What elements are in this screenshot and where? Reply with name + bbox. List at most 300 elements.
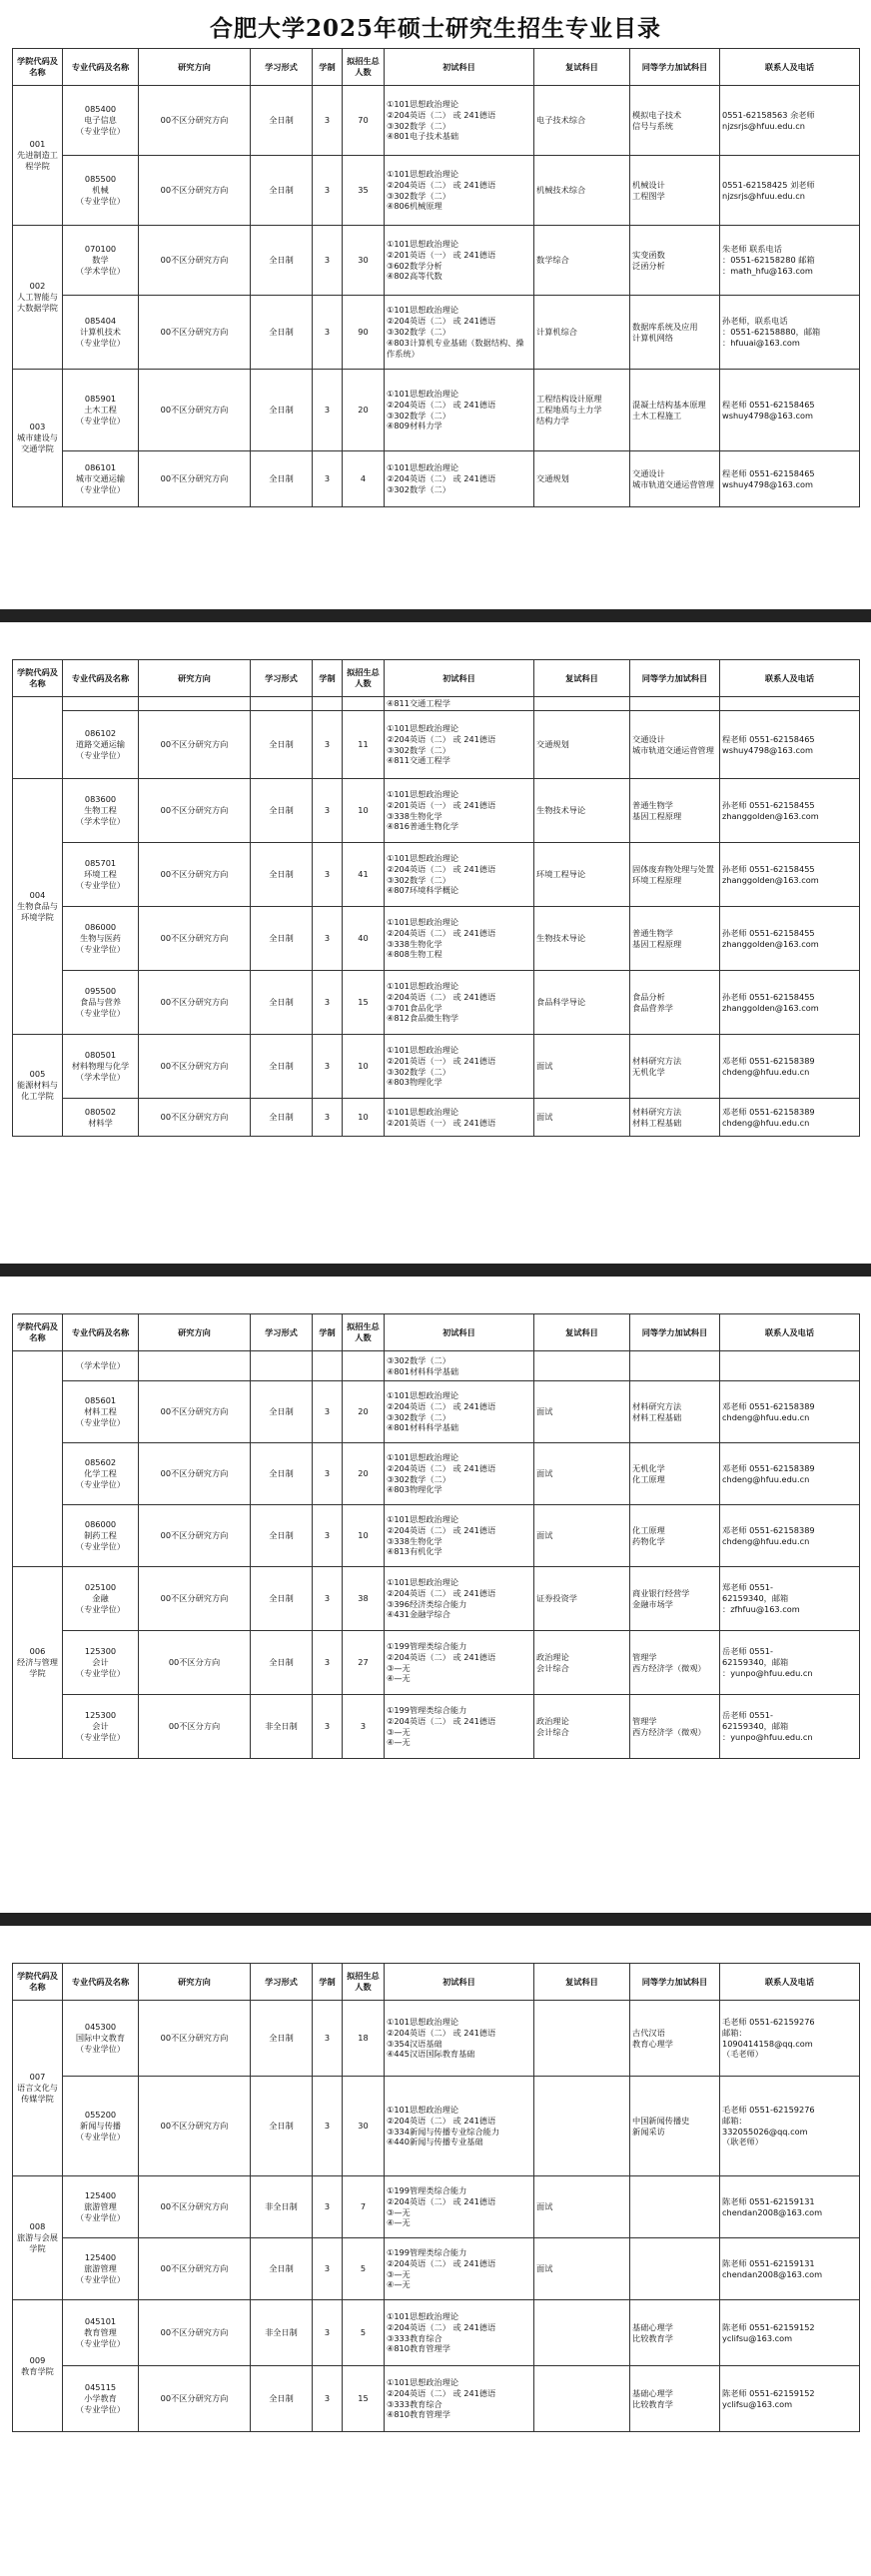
college-cell: 008 旅游与会展学院 <box>13 2176 63 2300</box>
header-row <box>13 49 860 86</box>
exam-subjects-cell <box>385 370 534 451</box>
enrollment-cell: 3 <box>343 1695 385 1759</box>
direction-cell: 00不区分研究方向 <box>139 2238 251 2300</box>
major-cell: 080502 材料学 <box>63 1099 139 1137</box>
column-header: 专业代码及名称 <box>63 1964 139 2001</box>
major-cell: 095500 食品与营养 （专业学位） <box>63 971 139 1035</box>
exam-subject: ①101思想政治理论 <box>387 168 459 179</box>
exam-subject: ②204英语（二） 或 241德语 <box>387 473 496 484</box>
table-row <box>13 907 860 971</box>
exam-subject: ③396经济类综合能力 <box>387 1598 467 1609</box>
direction-cell: 00不区分研究方向 <box>139 2001 251 2077</box>
retest-cell: 计算机综合 <box>534 296 630 370</box>
duration-cell: 3 <box>313 2077 343 2176</box>
enrollment-cell: 18 <box>343 2001 385 2077</box>
exam-subject: ①101思想政治理论 <box>387 2310 459 2321</box>
exam-subject: ③338生物化学 <box>387 938 442 949</box>
study-mode-cell: 非全日制 <box>251 1695 313 1759</box>
major-cell: 085701 环境工程 （专业学位） <box>63 843 139 907</box>
exam-subject: ①101思想政治理论 <box>387 1389 459 1400</box>
duration-cell: 3 <box>313 1443 343 1505</box>
table-row <box>13 156 860 226</box>
exam-subjects-cell <box>385 1351 534 1381</box>
direction-cell: 00不区分研究方向 <box>139 843 251 907</box>
exam-subject: ③338生物化学 <box>387 1535 442 1546</box>
contact-cell: 程老师 0551-62158465 wshuy4798@163.com <box>720 370 860 451</box>
exam-subjects-cell <box>385 2077 534 2176</box>
extra-exam-cell: 商业银行经营学 金融市场学 <box>630 1567 720 1631</box>
exam-subject: ④803计算机专业基础（数据结构、操作系统） <box>387 337 524 359</box>
exam-subject: ④802高等代数 <box>387 271 442 282</box>
extra-exam-cell: 机械设计 工程图学 <box>630 156 720 226</box>
study-mode-cell: 非全日制 <box>251 2300 313 2366</box>
contact-cell: 孙老师，联系电话 ：0551-62158880，邮箱 ：hfuuai@163.com <box>720 296 860 370</box>
retest-cell: 面试 <box>534 2176 630 2238</box>
major-cell: 125400 旅游管理 （专业学位） <box>63 2176 139 2238</box>
exam-subjects-cell <box>385 2300 534 2366</box>
exam-subject: ②204英语（二） 或 241德语 <box>387 2195 496 2206</box>
exam-subject: ①199管理类综合能力 <box>387 1640 467 1651</box>
extra-exam-cell: 交通设计 城市轨道交通运营管理 <box>630 451 720 507</box>
retest-cell: 面试 <box>534 1505 630 1567</box>
contact-cell: 岳老师 0551- 62159340，邮箱 ：yunpo@hfuu.edu.cn <box>720 1695 860 1759</box>
exam-subject: ④445汉语国际教育基础 <box>387 2049 475 2060</box>
duration-cell: 3 <box>313 1567 343 1631</box>
retest-cell: 面试 <box>534 1035 630 1099</box>
exam-subject: ②204英语（二） 或 241德语 <box>387 991 496 1002</box>
direction-cell: 00不区分研究方向 <box>139 1443 251 1505</box>
direction-cell: 00不区分研究方向 <box>139 711 251 779</box>
exam-subject: ①101思想政治理论 <box>387 388 459 399</box>
major-cell: 125300 会计 （专业学位） <box>63 1631 139 1695</box>
column-header: 学制 <box>313 1964 343 2001</box>
duration-cell: 3 <box>313 1099 343 1137</box>
exam-subject: ③302数学（二） <box>387 744 450 755</box>
exam-subject: ②204英语（二） 或 241德语 <box>387 1715 496 1726</box>
exam-subjects-cell <box>385 1567 534 1631</box>
page-separator <box>0 609 871 622</box>
exam-subject: ②204英语（二） 或 241德语 <box>387 927 496 938</box>
contact-cell: 孙老师 0551-62158455 zhanggolden@163.com <box>720 907 860 971</box>
contact-cell: 邓老师 0551-62158389 chdeng@hfuu.edu.cn <box>720 1505 860 1567</box>
major-cell: 080501 材料物理与化学 （学术学位） <box>63 1035 139 1099</box>
exam-subject: ②204英语（二） 或 241德语 <box>387 2257 496 2268</box>
duration-cell: 3 <box>313 296 343 370</box>
exam-subject: ③302数学（二） <box>387 327 450 338</box>
column-header: 初试科目 <box>385 1314 534 1351</box>
study-mode-cell: 全日制 <box>251 451 313 507</box>
college-cell: 005 能源材料与化工学院 <box>13 1035 63 1137</box>
contact-cell: 郑老师 0551- 62159340，邮箱 ：zfhfuu@163.com <box>720 1567 860 1631</box>
enrollment-cell: 30 <box>343 226 385 296</box>
direction-cell <box>139 1351 251 1381</box>
column-header: 复试科目 <box>534 49 630 86</box>
exam-subjects-cell <box>385 779 534 843</box>
duration-cell: 3 <box>313 451 343 507</box>
exam-subject: ④440新闻与传播专业基础 <box>387 2137 483 2147</box>
study-mode-cell: 全日制 <box>251 779 313 843</box>
column-header: 初试科目 <box>385 49 534 86</box>
column-header: 学院代码及名称 <box>13 1964 63 2001</box>
study-mode-cell: 全日制 <box>251 2077 313 2176</box>
exam-subjects-cell <box>385 1695 534 1759</box>
exam-subjects-cell <box>385 296 534 370</box>
column-header: 研究方向 <box>139 1314 251 1351</box>
exam-subject: ②204英语（二） 或 241德语 <box>387 2387 496 2398</box>
major-cell: 045300 国际中文教育 （专业学位） <box>63 2001 139 2077</box>
column-header: 复试科目 <box>534 1314 630 1351</box>
exam-subject: ②204英语（二） 或 241德语 <box>387 1462 496 1473</box>
direction-cell: 00不区分方向 <box>139 1631 251 1695</box>
exam-subject: ④—无 <box>387 1737 411 1748</box>
enrollment-cell <box>343 1351 385 1381</box>
enrollment-cell: 20 <box>343 1381 385 1443</box>
major-cell: 085404 计算机技术 （专业学位） <box>63 296 139 370</box>
extra-exam-cell: 基础心理学 比较教育学 <box>630 2366 720 2432</box>
contact-cell: 朱老师 联系电话 ：0551-62158280 邮箱 ：math_hfu@163.com <box>720 226 860 296</box>
retest-cell: 面试 <box>534 1443 630 1505</box>
extra-exam-cell <box>630 2176 720 2238</box>
catalog-table <box>12 1963 860 2432</box>
contact-cell: 陈老师 0551-62159152 yclifsu@163.com <box>720 2300 860 2366</box>
direction-cell: 00不区分研究方向 <box>139 2300 251 2366</box>
exam-subject: ④808生物工程 <box>387 949 442 960</box>
study-mode-cell: 全日制 <box>251 1567 313 1631</box>
extra-exam-cell <box>630 1351 720 1381</box>
retest-cell: 生物技术导论 <box>534 907 630 971</box>
direction-cell: 00不区分研究方向 <box>139 296 251 370</box>
header-row <box>13 660 860 697</box>
study-mode-cell: 全日制 <box>251 2238 313 2300</box>
duration-cell: 3 <box>313 779 343 843</box>
enrollment-cell: 35 <box>343 156 385 226</box>
study-mode-cell: 全日制 <box>251 226 313 296</box>
extra-exam-cell <box>630 697 720 711</box>
table-row <box>13 2300 860 2366</box>
extra-exam-cell <box>630 2238 720 2300</box>
extra-exam-cell: 材料研究方法 无机化学 <box>630 1035 720 1099</box>
exam-subject: ④—无 <box>387 1673 411 1684</box>
exam-subject: ②201英语（一） 或 241德语 <box>387 1117 496 1128</box>
enrollment-cell: 41 <box>343 843 385 907</box>
column-header: 拟招生总人数 <box>343 660 385 697</box>
exam-subject: ①101思想政治理论 <box>387 2016 459 2027</box>
enrollment-cell: 20 <box>343 1443 385 1505</box>
column-header: 联系人及电话 <box>720 1314 860 1351</box>
exam-subjects-cell <box>385 711 534 779</box>
exam-subject: ③—无 <box>387 1662 411 1673</box>
extra-exam-cell: 普通生物学 基因工程原理 <box>630 907 720 971</box>
exam-subject: ①101思想政治理论 <box>387 852 459 863</box>
exam-subjects-cell <box>385 843 534 907</box>
contact-cell: 毛老师 0551-62159276 邮箱： 1090414158@qq.com （毛老师） <box>720 2001 860 2077</box>
major-cell: 085602 化学工程 （专业学位） <box>63 1443 139 1505</box>
exam-subject: ④—无 <box>387 2217 411 2228</box>
exam-subject: ③333教育综合 <box>387 2332 442 2343</box>
extra-exam-cell: 交通设计 城市轨道交通运营管理 <box>630 711 720 779</box>
study-mode-cell: 全日制 <box>251 86 313 156</box>
exam-subject: ①199管理类综合能力 <box>387 1704 467 1715</box>
enrollment-cell: 15 <box>343 2366 385 2432</box>
extra-exam-cell: 模拟电子技术 信号与系统 <box>630 86 720 156</box>
table-row <box>13 2176 860 2238</box>
major-cell: 086000 生物与医药 （专业学位） <box>63 907 139 971</box>
exam-subject: ①101思想政治理论 <box>387 1106 459 1117</box>
study-mode-cell: 全日制 <box>251 370 313 451</box>
retest-cell <box>534 2077 630 2176</box>
contact-cell <box>720 697 860 711</box>
exam-subject: ①101思想政治理论 <box>387 1576 459 1587</box>
college-cell: 004 生物食品与环境学院 <box>13 779 63 1035</box>
direction-cell: 00不区分研究方向 <box>139 971 251 1035</box>
header-row <box>13 1314 860 1351</box>
exam-subject: ①101思想政治理论 <box>387 305 459 316</box>
exam-subject: ①199管理类综合能力 <box>387 2184 467 2195</box>
table-row <box>13 1505 860 1567</box>
exam-subject: ④803物理化学 <box>387 1484 442 1495</box>
table-row <box>13 86 860 156</box>
duration-cell: 3 <box>313 2300 343 2366</box>
direction-cell: 00不区分研究方向 <box>139 1035 251 1099</box>
header-row <box>13 1964 860 2001</box>
exam-subject: ④807环境科学概论 <box>387 885 459 896</box>
major-cell: 085500 机械 （专业学位） <box>63 156 139 226</box>
college-cell: 002 人工智能与大数据学院 <box>13 226 63 370</box>
exam-subject: ④816普通生物化学 <box>387 821 459 832</box>
major-cell: 085601 材料工程 （专业学位） <box>63 1381 139 1443</box>
column-header: 同等学力加试科目 <box>630 1964 720 2001</box>
exam-subject: ③338生物化学 <box>387 810 442 821</box>
exam-subject: ④431金融学综合 <box>387 1609 450 1620</box>
contact-cell: 0551-62158425 刘老师 njzsrjs@hfuu.edu.cn <box>720 156 860 226</box>
college-cell <box>13 697 63 779</box>
column-header: 学制 <box>313 49 343 86</box>
duration-cell: 3 <box>313 1035 343 1099</box>
exam-subject: ②204英语（二） 或 241德语 <box>387 1400 496 1411</box>
column-header: 学制 <box>313 1314 343 1351</box>
extra-exam-cell: 材料研究方法 材料工程基础 <box>630 1381 720 1443</box>
exam-subject: ④806机械原理 <box>387 201 442 212</box>
retest-cell: 政治理论 会计综合 <box>534 1631 630 1695</box>
exam-subject: ②204英语（二） 或 241德语 <box>387 1524 496 1535</box>
duration-cell: 3 <box>313 2366 343 2432</box>
catalog-table <box>12 659 860 1137</box>
enrollment-cell: 15 <box>343 971 385 1035</box>
exam-subject: ③302数学（二） <box>387 190 450 201</box>
contact-cell: 孙老师 0551-62158455 zhanggolden@163.com <box>720 779 860 843</box>
retest-cell: 面试 <box>534 1099 630 1137</box>
exam-subject: ④813有机化学 <box>387 1546 442 1557</box>
exam-subject: ③354汉语基础 <box>387 2038 442 2049</box>
page-separator <box>0 1913 871 1926</box>
retest-cell: 环境工程导论 <box>534 843 630 907</box>
retest-cell <box>534 2366 630 2432</box>
major-cell: （学术学位） <box>63 1351 139 1381</box>
study-mode-cell: 全日制 <box>251 1631 313 1695</box>
exam-subject: ③302数学（二） <box>387 1354 450 1365</box>
extra-exam-cell: 基础心理学 比较教育学 <box>630 2300 720 2366</box>
exam-subject: ③302数学（二） <box>387 1066 450 1077</box>
column-header: 学习形式 <box>251 1964 313 2001</box>
column-header: 研究方向 <box>139 49 251 86</box>
catalog-table <box>12 48 860 507</box>
exam-subject: ①199管理类综合能力 <box>387 2246 467 2257</box>
study-mode-cell: 全日制 <box>251 296 313 370</box>
column-header: 学习形式 <box>251 49 313 86</box>
enrollment-cell: 11 <box>343 711 385 779</box>
major-cell: 125300 会计 （专业学位） <box>63 1695 139 1759</box>
column-header: 拟招生总人数 <box>343 1964 385 2001</box>
exam-subject: ③—无 <box>387 2206 411 2217</box>
exam-subject: ①101思想政治理论 <box>387 98 459 109</box>
column-header: 同等学力加试科目 <box>630 1314 720 1351</box>
exam-subject: ②204英语（二） 或 241德语 <box>387 2321 496 2332</box>
contact-cell: 孙老师 0551-62158455 zhanggolden@163.com <box>720 971 860 1035</box>
retest-cell: 工程结构设计原理 工程地质与土力学 结构力学 <box>534 370 630 451</box>
exam-subject: ④811交通工程学 <box>387 698 450 709</box>
exam-subject: ②204英语（二） 或 241德语 <box>387 179 496 190</box>
contact-cell: 孙老师 0551-62158455 zhanggolden@163.com <box>720 843 860 907</box>
retest-cell <box>534 697 630 711</box>
contact-cell: 程老师 0551-62158465 wshuy4798@163.com <box>720 711 860 779</box>
retest-cell <box>534 1351 630 1381</box>
direction-cell: 00不区分方向 <box>139 1695 251 1759</box>
study-mode-cell <box>251 1351 313 1381</box>
retest-cell <box>534 2001 630 2077</box>
retest-cell: 生物技术导论 <box>534 779 630 843</box>
column-header: 初试科目 <box>385 660 534 697</box>
column-header: 学习形式 <box>251 1314 313 1351</box>
exam-subjects-cell <box>385 2238 534 2300</box>
retest-cell <box>534 2300 630 2366</box>
exam-subject: ④—无 <box>387 2279 411 2290</box>
exam-subjects-cell <box>385 2176 534 2238</box>
exam-subject: ②204英语（二） 或 241德语 <box>387 2027 496 2038</box>
contact-cell: 程老师 0551-62158465 wshuy4798@163.com <box>720 451 860 507</box>
extra-exam-cell: 固体废弃物处理与处置 环境工程原理 <box>630 843 720 907</box>
major-cell: 086101 城市交通运输 （专业学位） <box>63 451 139 507</box>
catalog-page-3 <box>12 1313 859 1759</box>
table-row <box>13 296 860 370</box>
retest-cell: 食品科学导论 <box>534 971 630 1035</box>
exam-subjects-cell <box>385 2366 534 2432</box>
duration-cell: 3 <box>313 843 343 907</box>
exam-subject: ②204英语（二） 或 241德语 <box>387 1651 496 1662</box>
study-mode-cell: 全日制 <box>251 843 313 907</box>
retest-cell: 面试 <box>534 2238 630 2300</box>
duration-cell: 3 <box>313 156 343 226</box>
exam-subject: ②204英语（二） 或 241德语 <box>387 316 496 327</box>
table-row <box>13 843 860 907</box>
extra-exam-cell: 管理学 西方经济学（微观） <box>630 1695 720 1759</box>
extra-exam-cell: 普通生物学 基因工程原理 <box>630 779 720 843</box>
table-row <box>13 1443 860 1505</box>
exam-subject: ③302数学（二） <box>387 120 450 131</box>
enrollment-cell: 90 <box>343 296 385 370</box>
retest-cell: 证券投资学 <box>534 1567 630 1631</box>
exam-subjects-cell <box>385 451 534 507</box>
exam-subject: ②201英语（一） 或 241德语 <box>387 799 496 810</box>
contact-cell: 岳老师 0551- 62159340，邮箱 ：yunpo@hfuu.edu.cn <box>720 1631 860 1695</box>
enrollment-cell <box>343 697 385 711</box>
exam-subject: ③—无 <box>387 2268 411 2279</box>
exam-subject: ④803物理化学 <box>387 1077 442 1088</box>
contact-cell: 邓老师 0551-62158389 chdeng@hfuu.edu.cn <box>720 1099 860 1137</box>
table-row <box>13 2238 860 2300</box>
direction-cell: 00不区分研究方向 <box>139 370 251 451</box>
column-header: 专业代码及名称 <box>63 1314 139 1351</box>
exam-subject: ③302数学（二） <box>387 1411 450 1422</box>
column-header: 联系人及电话 <box>720 49 860 86</box>
exam-subject: ③302数学（二） <box>387 1473 450 1484</box>
duration-cell: 3 <box>313 1631 343 1695</box>
retest-cell: 交通规划 <box>534 451 630 507</box>
major-cell <box>63 697 139 711</box>
direction-cell: 00不区分研究方向 <box>139 451 251 507</box>
study-mode-cell: 全日制 <box>251 156 313 226</box>
exam-subject: ③302数学（二） <box>387 874 450 885</box>
contact-cell: 0551-62158563 余老师 njzsrjs@hfuu.edu.cn <box>720 86 860 156</box>
table-row <box>13 2366 860 2432</box>
exam-subject: ①101思想政治理论 <box>387 916 459 927</box>
exam-subject: ③302数学（二） <box>387 483 450 494</box>
table-row <box>13 1381 860 1443</box>
enrollment-cell: 4 <box>343 451 385 507</box>
exam-subject: ③302数学（二） <box>387 410 450 421</box>
duration-cell: 3 <box>313 1695 343 1759</box>
column-header: 拟招生总人数 <box>343 49 385 86</box>
direction-cell: 00不区分研究方向 <box>139 1567 251 1631</box>
direction-cell: 00不区分研究方向 <box>139 2366 251 2432</box>
table-row <box>13 1631 860 1695</box>
contact-cell: 邓老师 0551-62158389 chdeng@hfuu.edu.cn <box>720 1443 860 1505</box>
study-mode-cell: 全日制 <box>251 1443 313 1505</box>
column-header: 学院代码及名称 <box>13 1314 63 1351</box>
exam-subject: ①101思想政治理论 <box>387 1044 459 1055</box>
direction-cell: 00不区分研究方向 <box>139 2176 251 2238</box>
retest-cell: 电子技术综合 <box>534 86 630 156</box>
contact-cell: 邓老师 0551-62158389 chdeng@hfuu.edu.cn <box>720 1381 860 1443</box>
extra-exam-cell: 数据库系统及应用 计算机网络 <box>630 296 720 370</box>
major-cell: 086000 制药工程 （专业学位） <box>63 1505 139 1567</box>
exam-subjects-cell <box>385 2001 534 2077</box>
college-cell: 006 经济与管理学院 <box>13 1567 63 1759</box>
enrollment-cell: 27 <box>343 1631 385 1695</box>
table-row <box>13 1695 860 1759</box>
duration-cell: 3 <box>313 907 343 971</box>
table-row <box>13 451 860 507</box>
duration-cell: 3 <box>313 2001 343 2077</box>
exam-subjects-cell <box>385 907 534 971</box>
retest-cell: 交通规划 <box>534 711 630 779</box>
study-mode-cell: 全日制 <box>251 971 313 1035</box>
direction-cell: 00不区分研究方向 <box>139 156 251 226</box>
duration-cell: 3 <box>313 971 343 1035</box>
exam-subject: ①101思想政治理论 <box>387 2376 459 2387</box>
direction-cell: 00不区分研究方向 <box>139 86 251 156</box>
exam-subject: ②201英语（一） 或 241德语 <box>387 1055 496 1066</box>
column-header: 复试科目 <box>534 1964 630 2001</box>
exam-subject: ①101思想政治理论 <box>387 1451 459 1462</box>
column-header: 研究方向 <box>139 1964 251 2001</box>
direction-cell: 00不区分研究方向 <box>139 2077 251 2176</box>
enrollment-cell: 40 <box>343 907 385 971</box>
major-cell: 125400 旅游管理 （专业学位） <box>63 2238 139 2300</box>
column-header: 研究方向 <box>139 660 251 697</box>
exam-subjects-cell <box>385 1099 534 1137</box>
major-cell: 045115 小学教育 （专业学位） <box>63 2366 139 2432</box>
extra-exam-cell: 食品分析 食品营养学 <box>630 971 720 1035</box>
